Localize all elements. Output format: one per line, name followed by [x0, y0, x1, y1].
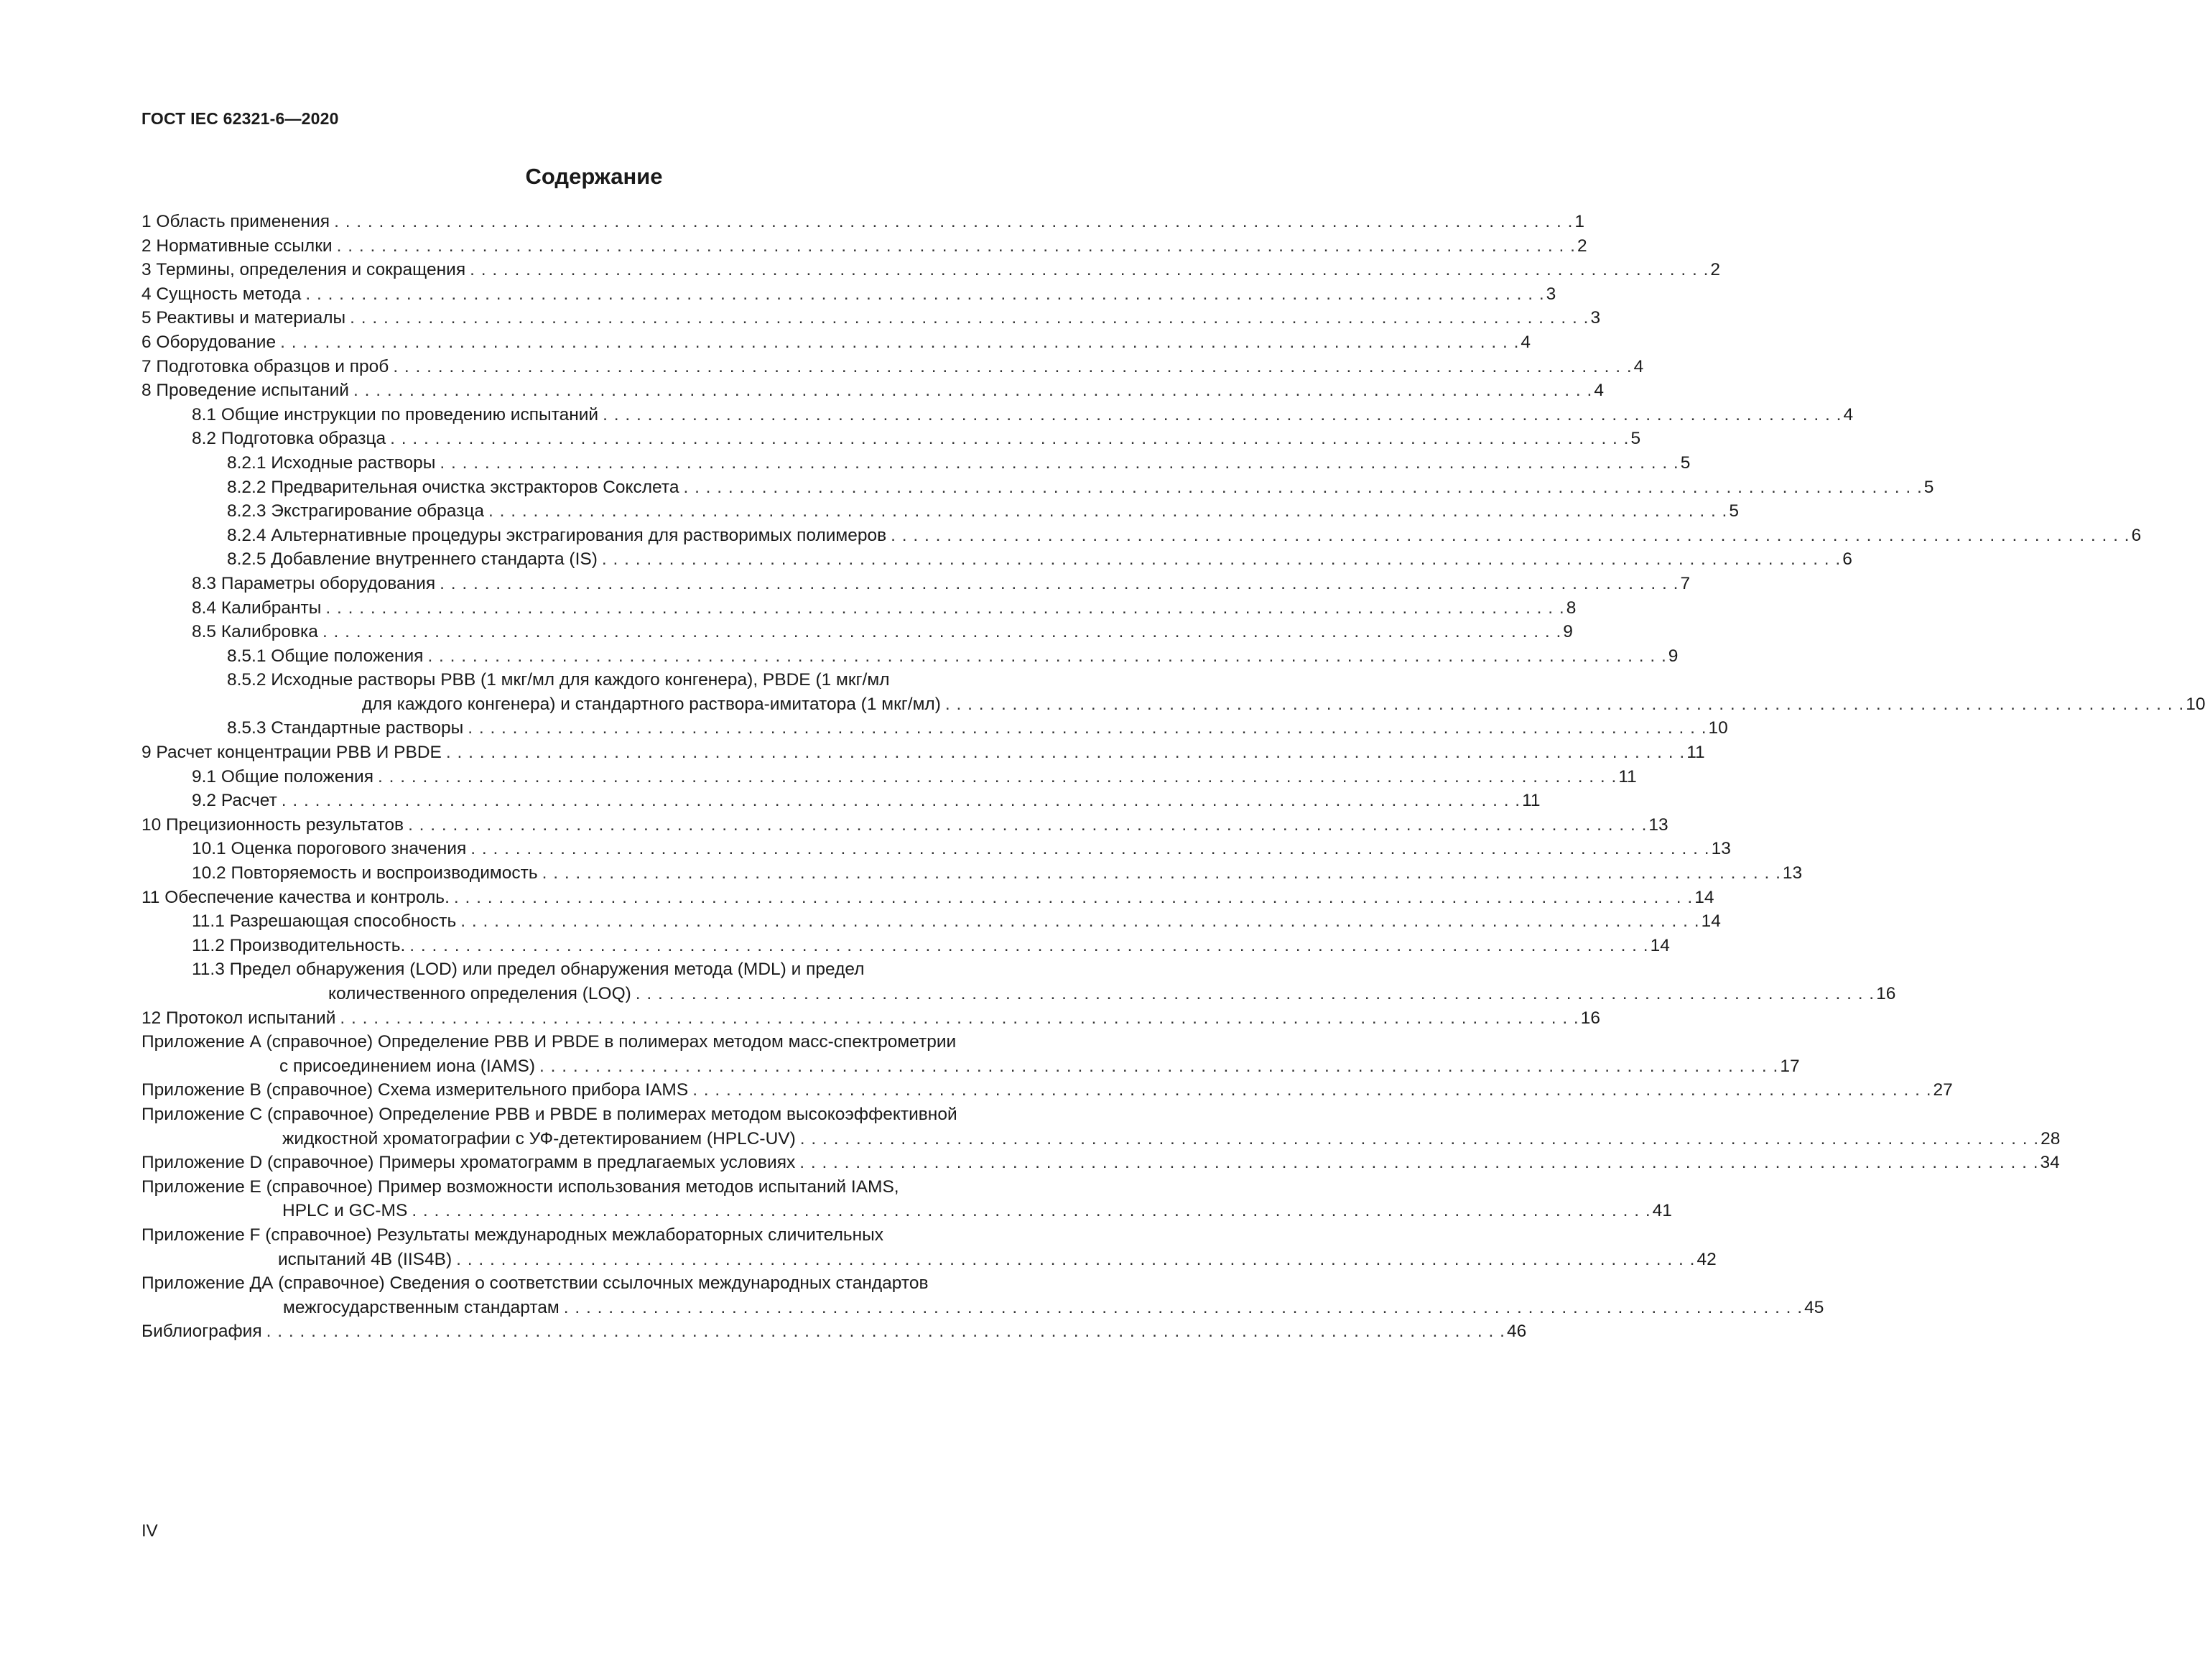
dot-leader: . . . . . . . . . . . . . . . . . . . . . . . . . . . . . . . . . . . . . . . . . . . . . . . . . . . . . . . . . . . . . . . . . . . . . . . . . . . . . . . . . . . . . . . . . . . . . . . . . . . . . . . . . . . . . . .: [603, 404, 1842, 424]
dot-leader: . . . . . . . . . . . . . . . . . . . . . . . . . . . . . . . . . . . . . . . . . . . . . . . . . . . . . . . . . . . . . . . . . . . . . . . . . . . . . . . . . . . . . . . . . . . . . . . . . . . . . . . . . . . . . . .: [488, 501, 1728, 521]
dot-leader: . . . . . . . . . . . . . . . . . . . . . . . . . . . . . . . . . . . . . . . . . . . . . . . . . . . . . . . . . . . . . . . . . . . . . . . . . . . . . . . . . . . . . . . . . . . . . . . . . . . . . . . . . . . . . . .: [539, 1056, 1779, 1076]
toc-entry-title: 8.2.4 Альтернативные процедуры экстрагирования для растворимых полимеров: [227, 525, 887, 545]
dot-leader: . . . . . . . . . . . . . . . . . . . . . . . . . . . . . . . . . . . . . . . . . . . . . . . . . . . . . . . . . . . . . . . . . . . . . . . . . . . . . . . . . . . . . . . . . . . . . . . . . . . . . . . . . . . . . . .: [470, 260, 1709, 280]
toc-entry[interactable]: [141, 547, 1852, 572]
toc-entry[interactable]: [141, 1271, 1824, 1319]
toc-page-number: 4: [1633, 356, 1644, 376]
toc-entry-title: 3 Термины, определения и сокращения: [141, 260, 466, 280]
toc-entry-title: Библиография: [141, 1322, 262, 1342]
dot-leader: . . . . . . . . . . . . . . . . . . . . . . . . . . . . . . . . . . . . . . . . . . . . . . . . . . . . . . . . . . . . . . . . . . . . . . . . . . . . . . . . . . . . . . . . . . . . . . . . . . . . . . . . . . . . . . .: [891, 525, 2130, 545]
toc-entry[interactable]: [141, 282, 1556, 307]
toc-entry[interactable]: [141, 1078, 1953, 1103]
dot-leader: . . . . . . . . . . . . . . . . . . . . . . . . . . . . . . . . . . . . . . . . . . . . . . . . . . . . . . . . . . . . . . . . . . . . . . . . . . . . . . . . . . . . . . . . . . . . . . . . . . . . . . . . . . . . . . .: [353, 381, 1593, 401]
dot-leader: . . . . . . . . . . . . . . . . . . . . . . . . . . . . . . . . . . . . . . . . . . . . . . . . . . . . . . . . . . . . . . . . . . . . . . . . . . . . . . . . . . . . . . . . . . . . . . . . . . . . . . . . . . . . . . .: [440, 453, 1679, 473]
dot-leader: . . . . . . . . . . . . . . . . . . . . . . . . . . . . . . . . . . . . . . . . . . . . . . . . . . . . . . . . . . . . . . . . . . . . . . . . . . . . . . . . . . . . . . . . . . . . . . . . . . . . . . . . . . . . . . .: [799, 1128, 2040, 1148]
toc-entry[interactable]: [141, 475, 1934, 500]
toc-entry[interactable]: [141, 427, 1641, 451]
toc-entry[interactable]: [141, 644, 1679, 669]
toc-entry[interactable]: [141, 499, 1740, 524]
toc-entry-title: Приложение С (справочное) Определение PBB и PBDE в полимерах методом высокоэффективной: [141, 1104, 957, 1124]
toc-entry-title: 8.5.3 Стандартные растворы: [227, 718, 464, 738]
toc-entry-title: 9.2 Расчет: [192, 791, 277, 811]
dot-leader: . . . . . . . . . . . . . . . . . . . . . . . . . . . . . . . . . . . . . . . . . . . . . . . . . . . . . . . . . . . . . . . . . . . . . . . . . . . . . . . . . . . . . . . . . . . . . . . . . . . . . . . . . . . . . . .: [350, 308, 1589, 328]
dot-leader: . . . . . . . . . . . . . . . . . . . . . . . . . . . . . . . . . . . . . . . . . . . . . . . . . . . . . . . . . . . . . . . . . . . . . . . . . . . . . . . . . . . . . . . . . . . . . . . . . . . . . . . . . . . . . . .: [799, 1153, 2039, 1173]
toc-page-number: 6: [1842, 549, 1852, 570]
toc-page-number: 11: [1618, 766, 1637, 786]
toc-entry[interactable]: [141, 909, 1721, 934]
toc-entry-title: 10 Прецизионность результатов: [141, 815, 404, 835]
dot-leader: . . . . . . . . . . . . . . . . . . . . . . . . . . . . . . . . . . . . . . . . . . . . . . . . . . . . . . . . . . . . . . . . . . . . . . . . . . . . . . . . . . . . . . . . . . . . . . . . . . . . . . . . . . . . . . .: [305, 284, 1545, 304]
toc-page-number: 4: [1594, 381, 1604, 401]
toc-page-number: 5: [1630, 429, 1641, 449]
dot-leader: . . . . . . . . . . . . . . . . . . . . . . . . . . . . . . . . . . . . . . . . . . . . . . . . . . . . . . . . . . . . . . . . . . . . . . . . . . . . . . . . . . . . . . . . . . . . . . . . . . . . . . . . . . . . . . .: [340, 1008, 1579, 1028]
toc-page-number: 42: [1696, 1249, 1717, 1269]
toc-entry[interactable]: [141, 886, 1714, 910]
dot-leader: . . . . . . . . . . . . . . . . . . . . . . . . . . . . . . . . . . . . . . . . . . . . . . . . . . . . . . . . . . . . . . . . . . . . . . . . . . . . . . . . . . . . . . . . . . . . . . . . . . . . . . . . . . . . . . .: [409, 935, 1649, 955]
dot-leader: . . . . . . . . . . . . . . . . . . . . . . . . . . . . . . . . . . . . . . . . . . . . . . . . . . . . . . . . . . . . . . . . . . . . . . . . . . . . . . . . . . . . . . . . . . . . . . . . . . . . . . . . . . . . . . .: [692, 1080, 1932, 1100]
toc-page-number: 34: [2040, 1153, 2060, 1173]
dot-leader: . . . . . . . . . . . . . . . . . . . . . . . . . . . . . . . . . . . . . . . . . . . . . . . . . . . . . . . . . . . . . . . . . . . . . . . . . . . . . . . . . . . . . . . . . . . . . . . . . . . . . . . . . . . . . . .: [460, 911, 1700, 932]
toc-entry[interactable]: [141, 1223, 1717, 1271]
toc-entry[interactable]: [141, 741, 1705, 765]
dot-leader: . . . . . . . . . . . . . . . . . . . . . . . . . . . . . . . . . . . . . . . . . . . . . . . . . . . . . . . . . . . . . . . . . . . . . . . . . . . . . . . . . . . . . . . . . . . . . . . . . . . . . . . . . . . . . . .: [468, 718, 1707, 738]
toc-page-number: 5: [1729, 501, 1740, 521]
toc-entry-title: 8.2 Подготовка образца: [192, 429, 386, 449]
toc-page-number: 3: [1590, 308, 1601, 328]
dot-leader: . . . . . . . . . . . . . . . . . . . . . . . . . . . . . . . . . . . . . . . . . . . . . . . . . . . . . . . . . . . . . . . . . . . . . . . . . . . . . . . . . . . . . . . . . . . . . . . . . . . . . . . . . . . . . . .: [393, 356, 1633, 376]
toc-page-number: 5: [1923, 477, 1934, 497]
toc-page-number: 14: [1650, 935, 1670, 955]
toc-entry-title: 8.1 Общие инструкции по проведению испытаний: [192, 404, 599, 424]
dot-leader: . . . . . . . . . . . . . . . . . . . . . . . . . . . . . . . . . . . . . . . . . . . . . . . . . . . . . . . . . . . . . . . . . . . . . . . . . . . . . . . . . . . . . . . . . . . . . . . . . . . . . . . . . . . . . . .: [445, 743, 1686, 763]
toc-entry[interactable]: [141, 620, 1573, 644]
toc-page-number: 2: [1710, 260, 1721, 280]
toc-entry-title: 11.3 Предел обнаружения (LOD) или предел обнаружения метода (MDL) и предел: [192, 960, 865, 980]
toc-entry-title: 9 Расчет концентрации PBB И PBDE: [141, 743, 442, 763]
toc-page-number: 4: [1843, 404, 1854, 424]
toc-page-number: 7: [1680, 573, 1691, 593]
toc-page-number: 13: [1648, 815, 1668, 835]
toc-entry-title: Приложение ДА (справочное) Сведения о соответствии ссылочных международных стандартов: [141, 1273, 929, 1294]
page-number: IV: [141, 1521, 158, 1541]
toc-entry-title-continuation: HPLC и GC-MS: [282, 1201, 408, 1221]
toc-entry-title: 8.5.1 Общие положения: [227, 646, 424, 666]
toc-entry-title: 8 Проведение испытаний: [141, 381, 349, 401]
dot-leader: . . . . . . . . . . . . . . . . . . . . . . . . . . . . . . . . . . . . . . . . . . . . . . . . . . . . . . . . . . . . . . . . . . . . . . . . . . . . . . . . . . . . . . . . . . . . . . . . . . . . . . . . . . . . . . .: [281, 791, 1521, 811]
toc-entry[interactable]: [141, 451, 1691, 475]
dot-leader: . . . . . . . . . . . . . . . . . . . . . . . . . . . . . . . . . . . . . . . . . . . . . . . . . . . . . . . . . . . . . . . . . . . . . . . . . . . . . . . . . . . . . . . . . . . . . . . . . . . . . . . . . . . . . . .: [944, 694, 2185, 714]
toc-entry[interactable]: [141, 1319, 1527, 1344]
dot-leader: . . . . . . . . . . . . . . . . . . . . . . . . . . . . . . . . . . . . . . . . . . . . . . . . . . . . . . . . . . . . . . . . . . . . . . . . . . . . . . . . . . . . . . . . . . . . . . . . . . . . . . . . . . . . . . .: [390, 429, 1630, 449]
toc-entry-title: Приложение В (справочное) Схема измерительного прибора IAMS: [141, 1080, 689, 1100]
dot-leader: . . . . . . . . . . . . . . . . . . . . . . . . . . . . . . . . . . . . . . . . . . . . . . . . . . . . . . . . . . . . . . . . . . . . . . . . . . . . . . . . . . . . . . . . . . . . . . . . . . . . . . . . . . . . . . .: [412, 1201, 1651, 1221]
toc-entry-title: 7 Подготовка образцов и проб: [141, 356, 389, 376]
toc-page-number: 13: [1711, 839, 1731, 859]
toc-page-number: 2: [1577, 236, 1587, 256]
toc-entry-title-continuation: межгосударственным стандартам: [283, 1297, 560, 1317]
toc-entry-title: 6 Оборудование: [141, 332, 277, 352]
toc-entry[interactable]: [141, 1006, 1601, 1031]
dot-leader: . . . . . . . . . . . . . . . . . . . . . . . . . . . . . . . . . . . . . . . . . . . . . . . . . . . . . . . . . . . . . . . . . . . . . . . . . . . . . . . . . . . . . . . . . . . . . . . . . . . . . . . . . . . . . . .: [440, 573, 1679, 593]
toc-entry-title: 8.4 Калибранты: [192, 598, 322, 618]
dot-leader: . . . . . . . . . . . . . . . . . . . . . . . . . . . . . . . . . . . . . . . . . . . . . . . . . . . . . . . . . . . . . . . . . . . . . . . . . . . . . . . . . . . . . . . . . . . . . . . . . . . . . . . . . . . . . . .: [408, 815, 1648, 835]
toc-entry[interactable]: [141, 234, 1587, 259]
toc-entry-title: Приложение А (справочное) Определение PBB И PBDE в полимерах методом масс-спектрометрии: [141, 1032, 957, 1052]
toc-entry-title: 4 Сущность метода: [141, 284, 302, 304]
toc-page-number: 46: [1506, 1322, 1527, 1342]
toc-entry[interactable]: [141, 1151, 2060, 1175]
toc-entry[interactable]: [141, 957, 1896, 1006]
toc-page-number: 14: [1701, 911, 1721, 932]
page-title: Содержание: [525, 164, 663, 189]
toc-entry-title-continuation: испытаний 4В (IIS4B): [278, 1249, 452, 1269]
toc-entry-title: 10.1 Оценка порогового значения: [192, 839, 467, 859]
toc-entry[interactable]: [141, 306, 1601, 330]
toc-entry-title: 5 Реактивы и материалы: [141, 308, 346, 328]
toc-entry[interactable]: [141, 716, 1728, 741]
dot-leader: . . . . . . . . . . . . . . . . . . . . . . . . . . . . . . . . . . . . . . . . . . . . . . . . . . . . . . . . . . . . . . . . . . . . . . . . . . . . . . . . . . . . . . . . . . . . . . . . . . . . . . . . . . . . . . .: [542, 863, 1781, 883]
toc-page-number: 6: [2131, 525, 2142, 545]
dot-leader: . . . . . . . . . . . . . . . . . . . . . . . . . . . . . . . . . . . . . . . . . . . . . . . . . . . . . . . . . . . . . . . . . . . . . . . . . . . . . . . . . . . . . . . . . . . . . . . . . . . . . . . . . . . . . . .: [453, 887, 1694, 907]
dot-leader: . . . . . . . . . . . . . . . . . . . . . . . . . . . . . . . . . . . . . . . . . . . . . . . . . . . . . . . . . . . . . . . . . . . . . . . . . . . . . . . . . . . . . . . . . . . . . . . . . . . . . . . . . . . . . . .: [563, 1297, 1804, 1317]
toc-entry[interactable]: [141, 258, 1721, 282]
toc-entry-title: 11 Обеспечение качества и контроль.: [141, 887, 450, 907]
dot-leader: . . . . . . . . . . . . . . . . . . . . . . . . . . . . . . . . . . . . . . . . . . . . . . . . . . . . . . . . . . . . . . . . . . . . . . . . . . . . . . . . . . . . . . . . . . . . . . . . . . . . . . . . . . . . . . .: [334, 212, 1574, 231]
toc-entry[interactable]: [141, 765, 1637, 789]
toc-entry[interactable]: [141, 934, 1670, 958]
toc-entry[interactable]: [141, 813, 1668, 837]
toc-page-number: 10: [2186, 694, 2205, 714]
toc-entry-title: Приложение F (справочное) Результаты международных межлабораторных сличительных: [141, 1225, 884, 1245]
toc-entry-title: 10.2 Повторяемость и воспроизводимость: [192, 863, 538, 883]
toc-page-number: 16: [1580, 1008, 1601, 1028]
toc-page-number: 13: [1782, 863, 1803, 883]
toc-entry[interactable]: [141, 330, 1531, 355]
toc-entry[interactable]: [141, 524, 2142, 548]
toc-page-number: 8: [1566, 598, 1577, 618]
toc-entry-title: 11.2 Производительность.: [192, 935, 406, 955]
toc-entry-title-continuation: жидкостной хроматографии с УФ-детектированием (HPLC-UV): [282, 1128, 796, 1148]
toc-entry[interactable]: [141, 668, 2205, 716]
toc-page-number: 11: [1522, 791, 1541, 811]
dot-leader: . . . . . . . . . . . . . . . . . . . . . . . . . . . . . . . . . . . . . . . . . . . . . . . . . . . . . . . . . . . . . . . . . . . . . . . . . . . . . . . . . . . . . . . . . . . . . . . . . . . . . . . . . . . . . . .: [378, 766, 1617, 786]
toc-entry-title: 11.1 Разрешающая способность: [192, 911, 457, 932]
toc-entry[interactable]: [141, 403, 1854, 427]
toc-entry[interactable]: [141, 572, 1691, 596]
toc-page-number: 28: [2041, 1128, 2061, 1148]
toc-entry[interactable]: [141, 861, 1803, 886]
toc-entry[interactable]: [141, 355, 1644, 379]
toc-entry-title-continuation: с присоединением иона (IAMS): [279, 1056, 535, 1076]
toc-page-number: 9: [1668, 646, 1679, 666]
toc-entry[interactable]: [141, 837, 1731, 861]
document-id-header: ГОСТ IEC 62321-6—2020: [141, 109, 339, 128]
toc-page-number: 41: [1652, 1201, 1672, 1221]
toc-entry-title: Приложение D (справочное) Примеры хроматограмм в предлагаемых условиях: [141, 1153, 796, 1173]
toc-entry-title: 9.1 Общие положения: [192, 766, 374, 786]
dot-leader: . . . . . . . . . . . . . . . . . . . . . . . . . . . . . . . . . . . . . . . . . . . . . . . . . . . . . . . . . . . . . . . . . . . . . . . . . . . . . . . . . . . . . . . . . . . . . . . . . . . . . . . . . . . . . . .: [325, 598, 1565, 618]
toc-entry-title: 12 Протокол испытаний: [141, 1008, 336, 1028]
toc-entry[interactable]: [141, 210, 1585, 234]
dot-leader: . . . . . . . . . . . . . . . . . . . . . . . . . . . . . . . . . . . . . . . . . . . . . . . . . . . . . . . . . . . . . . . . . . . . . . . . . . . . . . . . . . . . . . . . . . . . . . . . . . . . . . . . . . . . . . .: [601, 549, 1842, 570]
dot-leader: . . . . . . . . . . . . . . . . . . . . . . . . . . . . . . . . . . . . . . . . . . . . . . . . . . . . . . . . . . . . . . . . . . . . . . . . . . . . . . . . . . . . . . . . . . . . . . . . . . . . . . . . . . . . . . .: [266, 1322, 1505, 1342]
toc-entry-title: 8.2.5 Добавление внутреннего стандарта (IS): [227, 549, 598, 570]
toc-entry-title: 8.2.2 Предварительная очистка экстракторов Сокслета: [227, 477, 679, 497]
toc-page-number: 45: [1804, 1297, 1824, 1317]
toc-entry-title: 2 Нормативные ссылки: [141, 236, 333, 256]
toc-entry[interactable]: [141, 1103, 2061, 1151]
toc-entry[interactable]: [141, 596, 1577, 621]
dot-leader: . . . . . . . . . . . . . . . . . . . . . . . . . . . . . . . . . . . . . . . . . . . . . . . . . . . . . . . . . . . . . . . . . . . . . . . . . . . . . . . . . . . . . . . . . . . . . . . . . . . . . . . . . . . . . . .: [427, 646, 1667, 666]
toc-entry-title: 8.5.2 Исходные растворы PBB (1 мкг/мл для каждого конгенера), PBDE (1 мкг/мл: [227, 670, 890, 690]
toc-page-number: 4: [1521, 332, 1531, 352]
toc-entry-title: 8.5 Калибровка: [192, 622, 318, 642]
toc-page-number: 17: [1780, 1056, 1800, 1076]
toc-page-number: 1: [1574, 212, 1585, 231]
table-of-contents: [141, 210, 2205, 1344]
toc-page-number: 10: [1708, 718, 1728, 738]
toc-entry[interactable]: [141, 789, 1541, 813]
dot-leader: . . . . . . . . . . . . . . . . . . . . . . . . . . . . . . . . . . . . . . . . . . . . . . . . . . . . . . . . . . . . . . . . . . . . . . . . . . . . . . . . . . . . . . . . . . . . . . . . . . . . . . . . . . . . . . .: [336, 236, 1576, 256]
toc-entry[interactable]: [141, 1175, 1672, 1223]
toc-page-number: 27: [1933, 1080, 1953, 1100]
toc-page-number: 14: [1694, 887, 1714, 907]
dot-leader: . . . . . . . . . . . . . . . . . . . . . . . . . . . . . . . . . . . . . . . . . . . . . . . . . . . . . . . . . . . . . . . . . . . . . . . . . . . . . . . . . . . . . . . . . . . . . . . . . . . . . . . . . . . . . . .: [635, 984, 1875, 1003]
toc-page-number: 11: [1686, 743, 1705, 763]
toc-page-number: 3: [1546, 284, 1556, 304]
toc-entry[interactable]: [141, 1030, 1800, 1078]
toc-page-number: 5: [1680, 453, 1691, 473]
toc-entry-title: 8.2.3 Экстрагирование образца: [227, 501, 485, 521]
toc-entry-title: Приложение Е (справочное) Пример возможности использования методов испытаний IAMS,: [141, 1177, 899, 1197]
toc-entry-title: 1 Область применения: [141, 212, 330, 231]
dot-leader: . . . . . . . . . . . . . . . . . . . . . . . . . . . . . . . . . . . . . . . . . . . . . . . . . . . . . . . . . . . . . . . . . . . . . . . . . . . . . . . . . . . . . . . . . . . . . . . . . . . . . . . . . . . . . . .: [456, 1249, 1696, 1269]
toc-entry-title: 8.3 Параметры оборудования: [192, 573, 436, 593]
toc-page-number: 9: [1563, 622, 1573, 642]
toc-page-number: 16: [1876, 984, 1896, 1003]
dot-leader: . . . . . . . . . . . . . . . . . . . . . . . . . . . . . . . . . . . . . . . . . . . . . . . . . . . . . . . . . . . . . . . . . . . . . . . . . . . . . . . . . . . . . . . . . . . . . . . . . . . . . . . . . . . . . . .: [280, 332, 1520, 352]
toc-entry[interactable]: [141, 379, 1604, 403]
toc-entry-title-continuation: количественного определения (LOQ): [328, 984, 631, 1003]
dot-leader: . . . . . . . . . . . . . . . . . . . . . . . . . . . . . . . . . . . . . . . . . . . . . . . . . . . . . . . . . . . . . . . . . . . . . . . . . . . . . . . . . . . . . . . . . . . . . . . . . . . . . . . . . . . . . . .: [683, 477, 1923, 497]
toc-entry-title-continuation: для каждого конгенера) и стандартного раствора-имитатора (1 мкг/мл): [362, 694, 941, 714]
dot-leader: . . . . . . . . . . . . . . . . . . . . . . . . . . . . . . . . . . . . . . . . . . . . . . . . . . . . . . . . . . . . . . . . . . . . . . . . . . . . . . . . . . . . . . . . . . . . . . . . . . . . . . . . . . . . . . .: [322, 622, 1562, 642]
dot-leader: . . . . . . . . . . . . . . . . . . . . . . . . . . . . . . . . . . . . . . . . . . . . . . . . . . . . . . . . . . . . . . . . . . . . . . . . . . . . . . . . . . . . . . . . . . . . . . . . . . . . . . . . . . . . . . .: [470, 839, 1710, 859]
toc-entry-title: 8.2.1 Исходные растворы: [227, 453, 436, 473]
